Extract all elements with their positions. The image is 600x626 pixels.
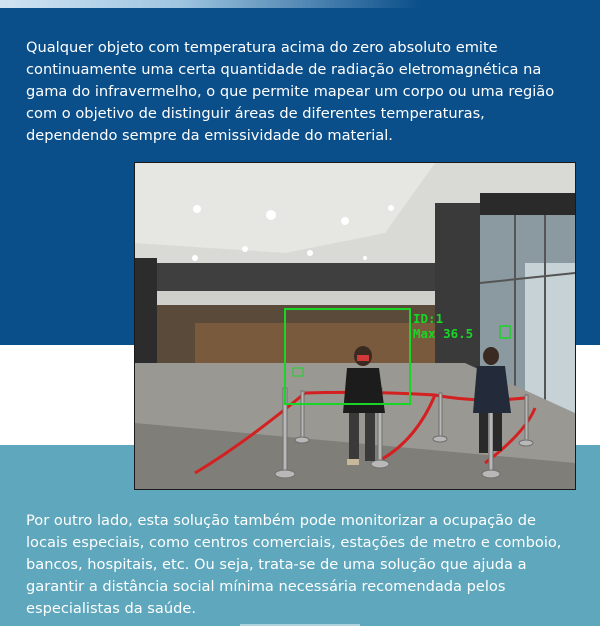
intro-paragraph: Qualquer objeto com temperatura acima do zero absoluto emite continuamente uma certa quantidade de radiação eletromagnética na gama do infravermelho, o que permite mapear um corpo ou uma região com o objetivo de distinguir áreas de diferentes temperaturas, dependendo sempre da emissividade do material. <box>26 39 555 144</box>
lobby-scene <box>135 163 575 489</box>
outro-paragraph: Por outro lado, esta solução também pode monitorizar a ocupação de locais especiais, como centros comerciais, estações de metro e comboio, bancos, hospitais, etc. Ou seja, trata-se de uma solução que ajuda a garantir a distância social mínima necessária recomendada pelos especialistas da saúde. <box>26 512 562 617</box>
max-temperature-label: Max 36.5 <box>413 326 474 341</box>
top-accent-strip <box>0 0 600 8</box>
thermal-camera-photo <box>134 162 576 490</box>
detection-id-label: ID:1 <box>413 311 444 326</box>
